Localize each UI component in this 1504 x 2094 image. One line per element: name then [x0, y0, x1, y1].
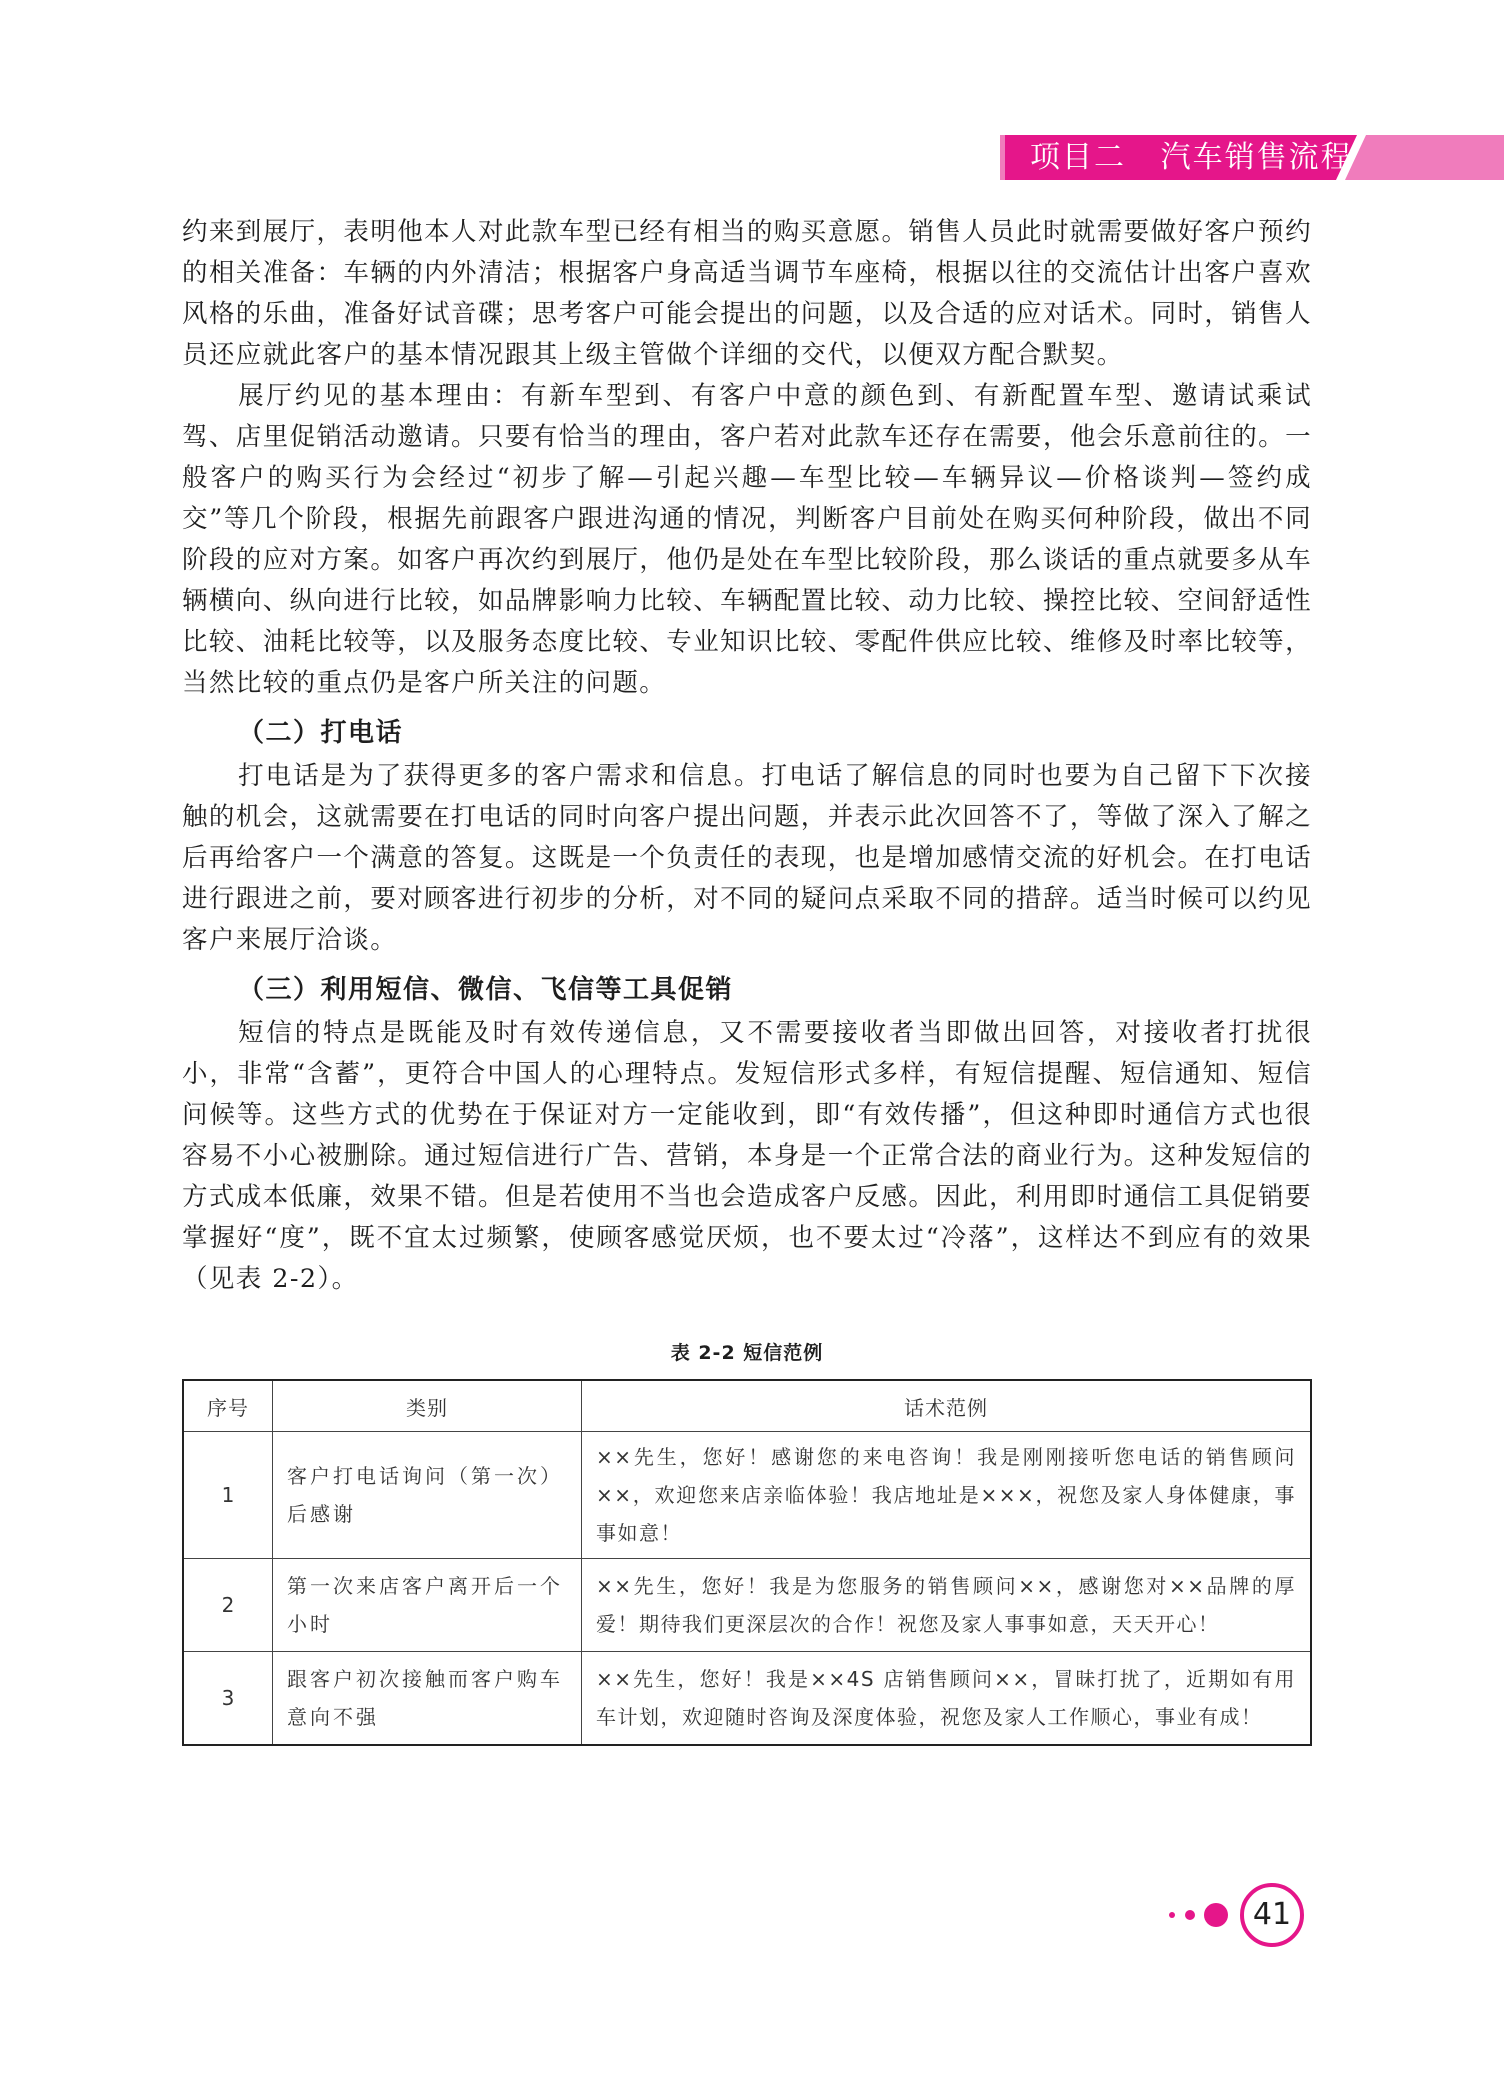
paragraph-showroom-reasons: 展厅约见的基本理由：有新车型到、有客户中意的颜色到、有新配置车型、邀请试乘试驾、店里促销活动邀请。只要有恰当的理由，客户若对此款车还存在需要，他会乐意前往的。一般客户的购买行为会经过“初步了解—引起兴趣—车型比较—车辆异议—价格谈判—签约成交”等几个阶段，根据先前跟客户跟进沟通的情况，判断客户目前处在购买何种阶段，做出不同阶段的应对方案。如客户再次约到展厅，他仍是处在车型比较阶段，那么谈话的重点就要多从车辆横向、纵向进行比较，如品牌影响力比较、车辆配置比较、动力比较、操控比较、空间舒适性比较、油耗比较等，以及服务态度比较、专业知识比较、零配件供应比较、维修及时率比较等，当然比较的重点仍是客户所关注的问题。: [182, 381, 1312, 698]
column-header-category: 类别: [273, 1380, 582, 1432]
row-category: 第一次来店客户离开后一个小时: [273, 1559, 582, 1652]
paragraph-phone: 打电话是为了获得更多的客户需求和信息。打电话了解信息的同时也要为自己留下下次接触的机会，这就需要在打电话的同时向客户提出问题，并表示此次回答不了，等做了深入了解之后再给客户一个满意的答复。这既是一个负责任的表现，也是增加感情交流的好机会。在打电话进行跟进之前，要对顾客进行初步的分析，对不同的疑问点采取不同的措辞。适当时候可以约见客户来展厅洽谈。: [182, 761, 1312, 955]
section-heading-sms: （三）利用短信、微信、飞信等工具促销: [238, 975, 734, 1005]
row-category: 客户打电话询问（第一次）后感谢: [273, 1432, 582, 1559]
column-header-number: 序号: [183, 1380, 273, 1432]
paragraph-sms: 短信的特点是既能及时有效传递信息，又不需要接收者当即做出回答，对接收者打扰很小，非常“含蓄”，更符合中国人的心理特点。发短信形式多样，有短信提醒、短信通知、短信问候等。这些方式的优势在于保证对方一定能收到，即“有效传播”，但这种即时通信方式也很容易不小心被删除。通过短信进行广告、营销，本身是一个正常合法的商业行为。这种发短信的方式成本低廉，效果不错。但是若使用不当也会造成客户反感。因此，利用即时通信工具促销要掌握好“度”，既不宜太过频繁，使顾客感觉厌烦，也不要太过“冷落”，这样达不到应有的效果（见表 2-2）。: [182, 1018, 1312, 1294]
section-heading-phone: （二）打电话: [238, 718, 404, 748]
table-row: [183, 1432, 1311, 1559]
table-row: [183, 1652, 1311, 1746]
row-script: ××先生，您好！我是为您服务的销售顾问××，感谢您对××品牌的厚爱！期待我们更深层次的合作！祝您及家人事事如意，天天开心！: [582, 1559, 1312, 1652]
table-header-row: [183, 1380, 1311, 1432]
column-header-script: 话术范例: [582, 1380, 1312, 1432]
running-header-title: 项目二 汽车销售流程: [1030, 140, 1353, 175]
table-caption: 表 2-2 短信范例: [670, 1342, 824, 1364]
dot-medium-icon: [1185, 1910, 1195, 1920]
row-category: 跟客户初次接触而客户购车意向不强: [273, 1652, 582, 1746]
row-script: ××先生，您好！感谢您的来电咨询！我是刚刚接听您电话的销售顾问××，欢迎您来店亲临体验！我店地址是×××，祝您及家人身体健康，事事如意！: [582, 1432, 1312, 1559]
row-number: 1: [183, 1432, 273, 1559]
page-body: [182, 212, 1312, 1746]
row-script: ××先生，您好！我是××4S 店销售顾问××，冒昧打扰了，近期如有用车计划，欢迎随时咨询及深度体验，祝您及家人工作顺心，事业有成！: [582, 1652, 1312, 1746]
row-number: 2: [183, 1559, 273, 1652]
paragraph-continued: 约来到展厅，表明他本人对此款车型已经有相当的购买意愿。销售人员此时就需要做好客户预约的相关准备：车辆的内外清洁；根据客户身高适当调节车座椅，根据以往的交流估计出客户喜欢风格的乐曲，准备好试音碟；思考客户可能会提出的问题，以及合适的应对话术。同时，销售人员还应就此客户的基本情况跟其上级主管做个详细的交代，以便双方配合默契。: [182, 217, 1312, 370]
row-number: 3: [183, 1652, 273, 1746]
page-number: 41: [1240, 1883, 1304, 1947]
table-row: [183, 1559, 1311, 1652]
sms-example-table: [182, 1379, 1312, 1746]
dot-large-icon: [1204, 1903, 1228, 1927]
dot-small-icon: [1169, 1912, 1175, 1918]
